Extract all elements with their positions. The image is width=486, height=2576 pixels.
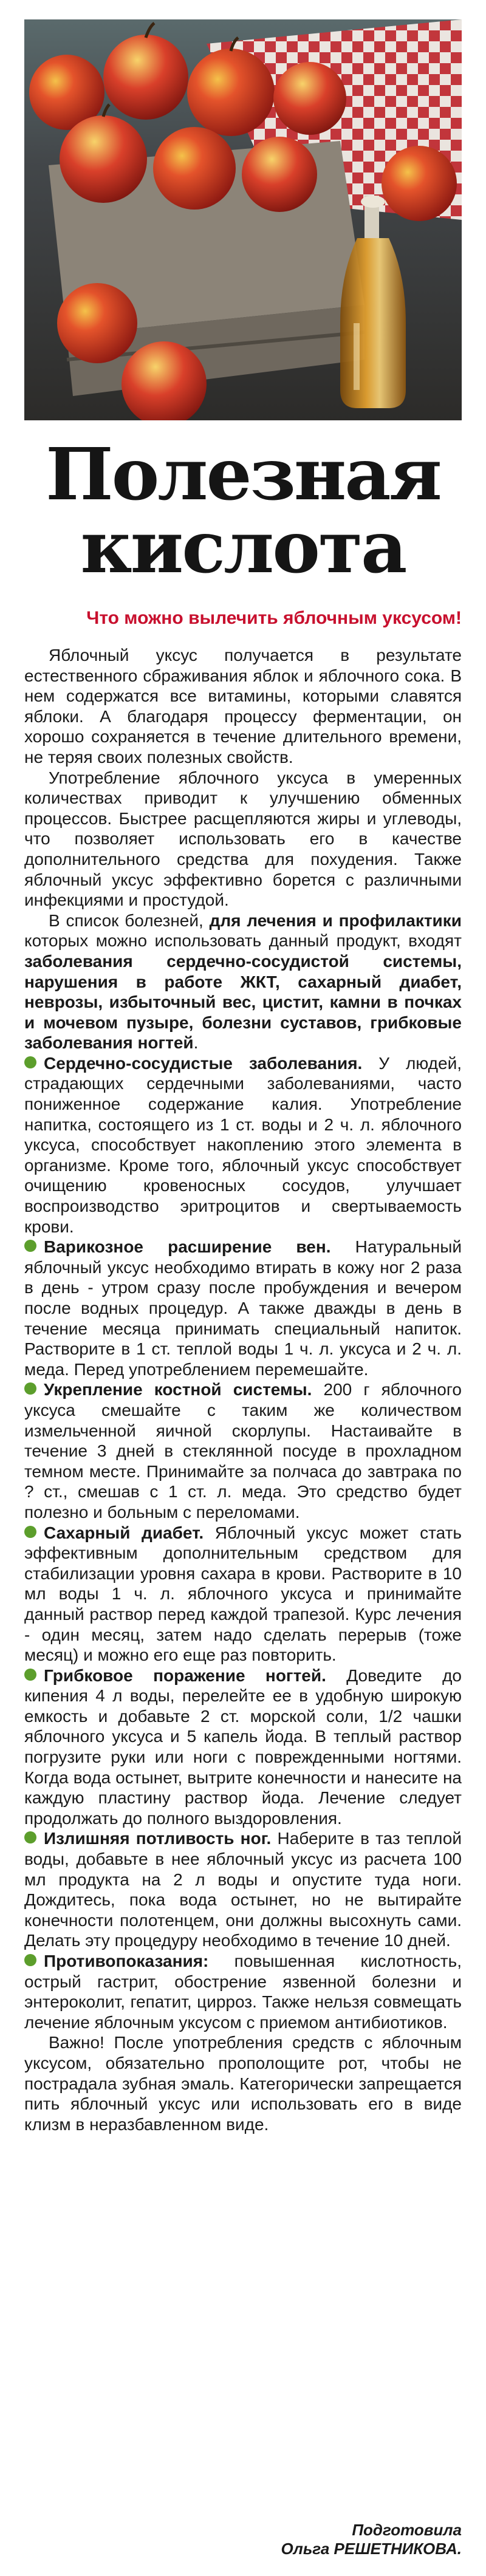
section-nail-fungus: [24, 1666, 462, 1829]
section-text: Яблочный уксус может стать эффективным дополнительным средством для стабилизации уровня сахара в крови. Растворите в 10 мл воды 1 ч. л. яблочного уксуса и принимайте данный раствор перед каждой трапезой. Курс лечения - один месяц, затем надо сделать перерыв (тоже месяц) и можно его еще раз повторить.: [24, 1523, 462, 1665]
bullet-icon: [24, 1954, 36, 1966]
section-diabetes: [24, 1523, 462, 1666]
title-line-2: кислота: [80, 505, 406, 589]
page-title: [24, 432, 462, 589]
closing-paragraph: Важно! После употребления средств с яблочным уксусом, обязательно прополощите рот, чтобы не пострадала зубная эмаль. Категорически запрещается пить яблочный уксус или использовать его в виде клизм в неразбавленном виде.: [24, 2033, 462, 2134]
section-heading: Сахарный диабет.: [44, 1523, 204, 1542]
section-heading: Грибковое поражение ногтей.: [44, 1666, 326, 1685]
section-heading: Варикозное расширение вен.: [44, 1237, 331, 1257]
diseases-text-a: В список болезней,: [49, 910, 210, 930]
diseases-text-e: .: [193, 1033, 199, 1053]
section-heading: Укрепление костной системы.: [44, 1380, 312, 1399]
intro-paragraph: Яблочный уксус получается в результате естественного сбраживания яблок и яблочного сока. В нем содержатся все витамины, которыми славятся яблоки. А благодаря процессу ферментации, он хорошо сохраняется в течение длительного времени, не теряя своих полезных свойств.: [24, 646, 462, 767]
section-heading: Излишняя потливость ног.: [44, 1829, 272, 1848]
bullet-icon: [24, 1831, 36, 1843]
bullet-icon: [24, 1056, 36, 1068]
diseases-bold-list: заболевания сердечно-сосудистой системы, нарушения в работе ЖКТ, сахарный диабет, неврозы, избыточный вес, цистит, камни в почках и мочевом пузыре, болезни суставов, грибковые заболевания ногтей: [24, 951, 462, 1053]
section-heading: Противопоказания:: [44, 1952, 209, 1970]
author-signature: [24, 2521, 462, 2558]
bullet-icon: [24, 1382, 36, 1395]
benefits-paragraph: Употребление яблочного уксуса в умеренных количествах приводит к улучшению обменных процессов. Быстрее расщепляются жиры и углеводы, что позволяет использовать его в качестве дополнительного средства для похудения. Также яблочный уксус эффективно борется с различными инфекциями и простудой.: [24, 768, 462, 910]
section-cardio: [24, 1053, 462, 1237]
section-heading: Сердечно-сосудистые заболевания.: [44, 1053, 363, 1073]
section-varicose: [24, 1237, 462, 1379]
section-sweating: [24, 1828, 462, 1951]
apples-vinegar-photo: [24, 19, 462, 420]
subtitle: Что можно вылечить яблочным уксусом!: [86, 608, 462, 628]
signature-author: Ольга РЕШЕТНИКОВА.: [281, 2540, 462, 2558]
section-text: Наберите в таз теплой воды, добавьте в нее яблочный уксус из расчета 100 мл продукта на 2 л воды и опустите туда ноги. Дождитесь, пока вода остынет, но не вытирайте конечности полотенцем, они должны высохнуть сами. Делать эту процедуру необходимо в течение 10 дней.: [24, 1829, 462, 1950]
section-text: Натуральный яблочный уксус необходимо втирать в кожу ног 2 раза в день - утром сразу после пробуждения и вечером после водных процедур. А также дважды в день в течение месяца принимать специальный напиток. Растворите в 1 ст. теплой воды 1 ч. л. уксуса и 2 ч. л. меда. Перед употреблением перемешайте.: [24, 1237, 462, 1379]
section-text: 200 г яблочного уксуса смешайте с таким же количеством измельченной яичной скорлупы. Настаивайте в течение 3 дней в стеклянной посуде в прохладном темном месте. Принимайте за полчаса до завтрака по ? ст., смешав с 1 ст. л. меда. Это средство будет полезно и больным с переломами.: [24, 1380, 462, 1522]
diseases-paragraph: [24, 910, 462, 1053]
bullet-icon: [24, 1669, 36, 1681]
section-text: Доведите до кипения 4 л воды, перелейте ее в удобную широкую емкость и добавьте 2 ст. морской соли, 1/2 чашки яблочного уксуса и 5 капель йода. В теплый раствор погрузите руки или ноги с поврежденными ногтями. Когда вода остынет, вытрите конечности и нанесите на каждую пластину раствор йода. Лечение следует продолжать до полного выздоровления.: [24, 1666, 462, 1828]
article-body: [24, 645, 462, 2134]
signature-prepared: Подготовила: [352, 2521, 462, 2539]
bullet-icon: [24, 1240, 36, 1252]
photo-illustration: [24, 19, 462, 420]
diseases-text-c: которых можно использовать данный продукт, входят: [24, 931, 462, 951]
section-contraindications: [24, 1951, 462, 2032]
section-bones: [24, 1379, 462, 1522]
bullet-icon: [24, 1526, 36, 1538]
section-text: повышенная кислотность, острый гастрит, обострение язвенной болезни и энтероколит, гепатит, цирроз. Также нельзя совмещать лечение яблочным уксусом с приемом антибиотиков.: [24, 1952, 462, 2032]
section-text: У людей, страдающих сердечными заболеваниями, часто пониженное содержание калия. Употребление напитка, состоящего из 1 ст. воды и 2 ч. л. яблочного уксуса, способствует накоплению этого элемента в организме. Кроме того, яблочный уксус способствует очищению кровеносных сосудов, улучшает воспроизводство эритроцитов и свертываемость крови.: [24, 1053, 462, 1236]
title-line-1: Полезная: [46, 432, 440, 516]
diseases-bold-a: для лечения и профилактики: [209, 910, 462, 930]
